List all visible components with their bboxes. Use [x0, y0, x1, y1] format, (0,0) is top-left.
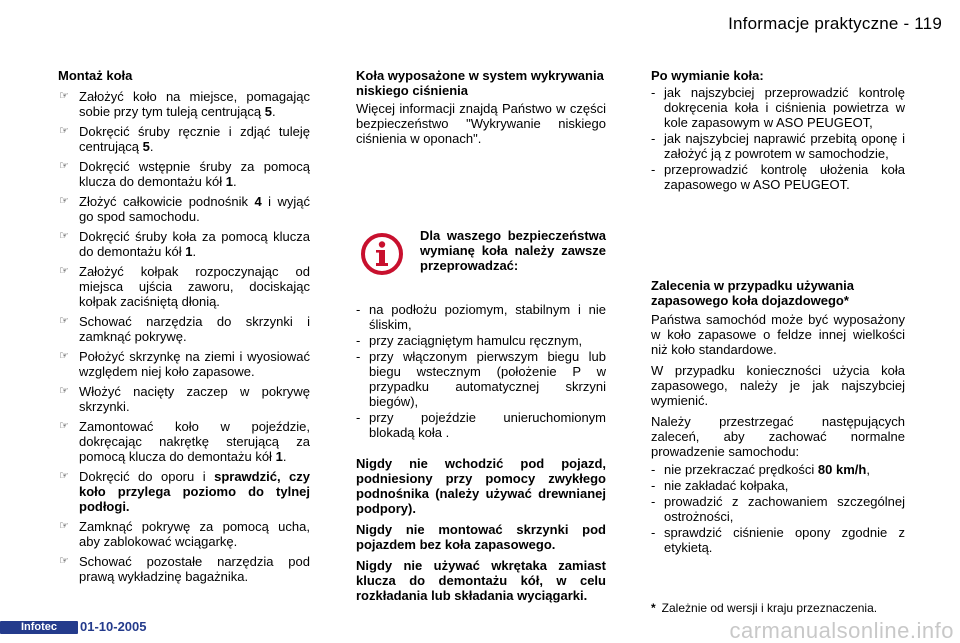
step-text: [79, 419, 310, 464]
step-text-bold: 1: [225, 174, 233, 189]
step-item: [58, 314, 310, 344]
list-item-text: przeprowadzić kontrolę ułożenia koła zapasowego w ASO PEUGEOT.: [664, 162, 905, 192]
step-text-main: Założyć koło na miejsce, pomagając sobie przy tym tuleją centrującą: [79, 89, 310, 119]
list-item-text: przy zaciągniętym hamulcu ręcznym,: [369, 333, 583, 348]
pointing-hand-icon: ☞: [59, 125, 69, 137]
info-icon: [360, 232, 404, 276]
safety-conditions-list: [356, 302, 606, 440]
pointing-hand-icon: ☞: [59, 350, 69, 362]
warning-text: Nigdy nie montować skrzynki pod pojazdem bez koła zapasowego.: [356, 522, 606, 552]
step-item: [58, 384, 310, 414]
step-text: [79, 194, 310, 224]
step-text: [79, 349, 310, 379]
step-text-main: Dokręcić do oporu i: [79, 469, 206, 484]
list-item-main: nie przekraczać prędkości: [664, 462, 815, 477]
warning-text: Nigdy nie używać wkrętaka zamiast klucza do demontażu kół, w celu rozkładania lub składania wyciągarki.: [356, 558, 606, 603]
step-text: [79, 89, 310, 119]
steps-list: [58, 89, 310, 584]
step-text: [79, 384, 310, 414]
list-item-text: [664, 525, 905, 555]
step-text-main: Złożyć całkowicie podnośnik: [79, 194, 248, 209]
section-heading-zalecenia: Zalecenia w przypadku używania zapasowego koła dojazdowego*: [651, 278, 855, 308]
step-text-bold: 1: [185, 244, 193, 259]
step-item: [58, 229, 310, 259]
column-after-change: [651, 68, 905, 556]
dash-marker: -: [356, 410, 361, 425]
step-text-bold: 5: [142, 139, 150, 154]
list-item-main: sprawdzić ciśnienie opony zgodnie z etykietą.: [664, 525, 905, 555]
dash-marker: -: [651, 462, 656, 477]
footer-date: 01-10-2005: [80, 619, 147, 634]
step-text-main: Położyć skrzynkę na ziemi i wyosiować względem niej koło zapasowe.: [79, 349, 310, 379]
list-item: [651, 131, 905, 161]
dash-marker: -: [651, 494, 656, 509]
step-text-main: Schować pozostałe narzędzia pod prawą wykładzinę bagażnika.: [79, 554, 310, 584]
section-heading-po-wymianie: Po wymianie koła:: [651, 68, 764, 83]
step-text: [79, 314, 310, 344]
step-text-tail: i wyjąć go spod samochodu.: [79, 194, 310, 224]
warnings-list: [356, 456, 606, 603]
list-item: [356, 410, 606, 440]
step-text-main: Założyć kołpak rozpoczynając od miejsca ujścia zaworu, dociskając kołpak zaciśniętą dłonią.: [79, 264, 310, 309]
list-item: [356, 302, 606, 332]
step-item: [58, 419, 310, 464]
dash-marker: -: [356, 302, 361, 317]
dash-marker: -: [651, 131, 656, 146]
dash-marker: -: [651, 162, 656, 177]
list-item-text: jak najszybciej przeprowadzić kontrolę dokręcenia koła i ciśnienia powietrza w kole zapasowym w ASO PEUGEOT,: [664, 85, 905, 130]
step-text-tail: .: [232, 174, 237, 189]
after-change-list: [651, 85, 905, 192]
list-item-text: [664, 462, 905, 477]
step-text-bold: 4: [254, 194, 262, 209]
dash-marker: -: [651, 478, 656, 493]
step-text: [79, 229, 310, 259]
footnote: [651, 601, 911, 615]
list-item: [651, 478, 905, 493]
step-text: [79, 469, 310, 514]
list-item: [651, 462, 905, 477]
step-text-bold: sprawdzić, czy koło przylega poziomo do tylnej podłogi.: [79, 469, 310, 514]
info-title: Dla waszego bezpieczeństwa wymianę koła należy zawsze przeprowadzać:: [420, 228, 606, 273]
step-text-main: Dokręcić wstępnie śruby za pomocą klucza do demontażu kół: [79, 159, 310, 189]
step-text-main: Dokręcić śruby koła za pomocą klucza do demontażu kół: [79, 229, 310, 259]
list-item: [356, 333, 606, 348]
dash-marker: -: [651, 525, 656, 540]
pointing-hand-icon: ☞: [59, 90, 69, 102]
list-item: [651, 494, 905, 524]
step-item: [58, 89, 310, 119]
page-title: Informacje praktyczne - 119: [728, 14, 942, 33]
step-text: [79, 159, 310, 189]
pointing-hand-icon: ☞: [59, 470, 69, 482]
pointing-hand-icon: ☞: [59, 555, 69, 567]
list-item-text: na podłożu poziomym, stabilnym i nie śliskim,: [369, 302, 606, 332]
step-text: [79, 124, 310, 154]
pointing-hand-icon: ☞: [59, 520, 69, 532]
pointing-hand-icon: ☞: [59, 195, 69, 207]
list-item: [651, 85, 905, 130]
list-item-text: [664, 494, 905, 524]
pointing-hand-icon: ☞: [59, 160, 69, 172]
zalecenia-list: [651, 462, 905, 555]
step-text-bold: 1: [275, 449, 283, 464]
zalecenia-para-1: Państwa samochód może być wyposażony w koło zapasowe o feldze innej wielkości niż koło standardowe.: [651, 312, 905, 357]
pointing-hand-icon: ☞: [59, 315, 69, 327]
step-item: [58, 554, 310, 584]
step-item: [58, 264, 310, 309]
kola-text: Więcej informacji znajdą Państwo w części bezpieczeństwo "Wykrywanie niskiego ciśnienia w oponach".: [356, 101, 606, 146]
zalecenia-para-2: W przypadku konieczności użycia koła zapasowego, należy je jak najszybciej wymienić.: [651, 363, 905, 408]
step-item: [58, 124, 310, 154]
step-text-main: Dokręcić śruby ręcznie i zdjąć tuleję centrującą: [79, 124, 310, 154]
pointing-hand-icon: ☞: [59, 385, 69, 397]
dash-marker: -: [356, 333, 361, 348]
section-heading-kola: Koła wyposażone w system wykrywania niskiego ciśnienia: [356, 68, 604, 98]
step-text-main: Zamknąć pokrywę za pomocą ucha, aby zablokować wciągarkę.: [79, 519, 310, 549]
step-text: [79, 519, 310, 549]
step-text-main: Włożyć nacięty zaczep w pokrywę skrzynki.: [79, 384, 310, 414]
infotec-logo: Infotec: [0, 621, 78, 634]
pointing-hand-icon: ☞: [59, 420, 69, 432]
footnote-mark: *: [651, 601, 656, 615]
zalecenia-para-3: Należy przestrzegać następujących zaleceń, aby zachować normalne prowadzenie samochodu:: [651, 414, 905, 459]
step-text-bold: 5: [264, 104, 272, 119]
step-text-tail: .: [271, 104, 276, 119]
list-item-main: prowadzić z zachowaniem szczególnej ostrożności,: [664, 494, 905, 524]
step-text: [79, 264, 310, 309]
step-item: [58, 519, 310, 549]
step-item: [58, 469, 310, 514]
pointing-hand-icon: ☞: [59, 265, 69, 277]
footnote-text: Zależnie od wersji i kraju przeznaczenia.: [661, 601, 878, 615]
watermark: carmanualsonline.info: [729, 618, 954, 643]
dash-marker: -: [356, 349, 361, 364]
step-text-tail: .: [282, 449, 287, 464]
dash-marker: -: [651, 85, 656, 100]
step-text-tail: .: [149, 139, 154, 154]
list-item-tail: ,: [866, 462, 870, 477]
section-heading-montaz: Montaż koła: [58, 68, 133, 83]
step-text-main: Zamontować koło w pojeździe, dokręcając nakrętkę sterującą za pomocą klucza do demontażu kół: [79, 419, 310, 464]
list-item-text: przy włączonym pierwszym biegu lub biegu wstecznym (położenie P w przypadku automatycznej skrzyni biegów),: [369, 349, 606, 409]
step-item: [58, 159, 310, 189]
pointing-hand-icon: ☞: [59, 230, 69, 242]
list-item: [651, 162, 905, 192]
column-safety: [356, 68, 606, 609]
step-text-tail: .: [192, 244, 197, 259]
column-montaz: [58, 68, 310, 589]
list-item-main: nie zakładać kołpaka,: [664, 478, 789, 493]
step-item: [58, 194, 310, 224]
step-text-main: Schować narzędzia do skrzynki i zamknąć pokrywę.: [79, 314, 310, 344]
list-item-text: przy pojeździe unieruchomionym blokadą koła .: [369, 410, 606, 440]
warning-text: Nigdy nie wchodzić pod pojazd, podniesiony przy pomocy zwykłego podnośnika (należy używać drewnianej podpory).: [356, 456, 606, 516]
list-item: [651, 525, 905, 555]
list-item-text: jak najszybciej naprawić przebitą oponę i założyć ją z powrotem w samochodzie,: [664, 131, 905, 161]
step-item: [58, 349, 310, 379]
list-item-bold: 80 km/h: [817, 462, 867, 477]
info-box: [356, 228, 606, 288]
list-item: [356, 349, 606, 409]
step-text: [79, 554, 310, 584]
list-item-text: [664, 478, 905, 493]
